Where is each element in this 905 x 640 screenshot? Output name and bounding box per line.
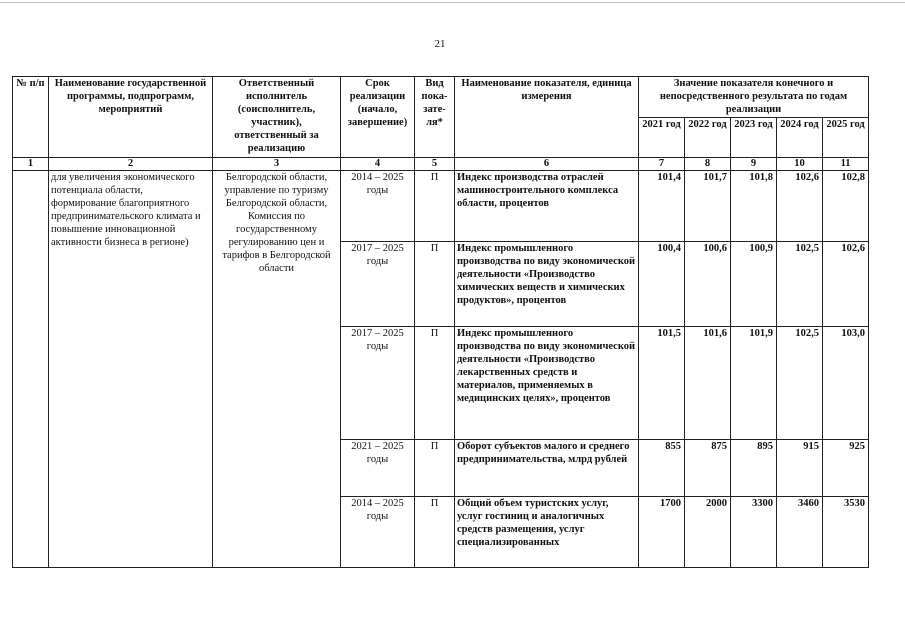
value-2021: 101,4 [639, 171, 685, 242]
type-cell: П [415, 242, 455, 327]
indicator-cell: Индекс производства отраслей машиностроительного комплекса области, процентов [455, 171, 639, 242]
term-cell: 2014 – 2025 годы [341, 171, 415, 242]
term-cell: 2017 – 2025 годы [341, 242, 415, 327]
column-numbers-row [13, 158, 869, 171]
value-2023: 100,9 [731, 242, 777, 327]
value-2025: 102,6 [823, 242, 869, 327]
col-number-8: 8 [685, 158, 731, 171]
executor-cell: Белгородской области, управление по туризму Белгородской области, Комиссия по государственному регулированию цен и тарифов в Белгородской области [213, 171, 341, 568]
type-cell: П [415, 497, 455, 568]
col-number-10: 10 [777, 158, 823, 171]
col-number-2: 2 [49, 158, 213, 171]
page-number: 21 [434, 38, 446, 50]
value-2022: 875 [685, 440, 731, 497]
page-top-edge [0, 2, 905, 3]
header-col-type: Вид пока-зате-ля* [415, 77, 455, 158]
col-number-1: 1 [13, 158, 49, 171]
col-number-5: 5 [415, 158, 455, 171]
value-2023: 101,8 [731, 171, 777, 242]
type-cell: П [415, 327, 455, 440]
type-cell: П [415, 440, 455, 497]
value-2024: 102,6 [777, 171, 823, 242]
header-year-2022: 2022 год [685, 118, 731, 158]
value-2025: 925 [823, 440, 869, 497]
value-2022: 101,7 [685, 171, 731, 242]
indicator-cell: Оборот субъектов малого и среднего предпринимательства, млрд рублей [455, 440, 639, 497]
value-2022: 101,6 [685, 327, 731, 440]
header-col-term: Срок реализации (начало, завершение) [341, 77, 415, 158]
value-2022: 2000 [685, 497, 731, 568]
header-year-2023: 2023 год [731, 118, 777, 158]
value-2021: 101,5 [639, 327, 685, 440]
indicators-table [12, 76, 869, 568]
value-2023: 3300 [731, 497, 777, 568]
col-number-4: 4 [341, 158, 415, 171]
type-cell: П [415, 171, 455, 242]
value-2021: 100,4 [639, 242, 685, 327]
indicator-cell: Индекс промышленного производства по виду экономической деятельности «Производство химических веществ и химических продуктов», процентов [455, 242, 639, 327]
indicator-cell: Индекс промышленного производства по виду экономической деятельности «Производство лекарственных средств и материалов, применяемых в медицинских целях», процентов [455, 327, 639, 440]
program-cell: для увеличения экономического потенциала области, формирование благоприятного предпринимательского климата и повышение инновационной активности бизнеса в регионе) [49, 171, 213, 568]
value-2024: 102,5 [777, 242, 823, 327]
header-year-2024: 2024 год [777, 118, 823, 158]
value-2021: 1700 [639, 497, 685, 568]
value-2025: 3530 [823, 497, 869, 568]
header-year-2021: 2021 год [639, 118, 685, 158]
value-2024: 3460 [777, 497, 823, 568]
table-row [13, 171, 869, 242]
col-number-11: 11 [823, 158, 869, 171]
col-number-7: 7 [639, 158, 685, 171]
term-cell: 2017 – 2025 годы [341, 327, 415, 440]
header-col-indicator: Наименование показателя, единица измерения [455, 77, 639, 158]
value-2023: 895 [731, 440, 777, 497]
value-2025: 102,8 [823, 171, 869, 242]
value-2025: 103,0 [823, 327, 869, 440]
header-year-2025: 2025 год [823, 118, 869, 158]
header-col-program: Наименование государственной программы, подпрограмм, мероприятий [49, 77, 213, 158]
header-values-group: Значение показателя конечного и непосредственного результата по годам реализации [639, 77, 869, 118]
value-2024: 915 [777, 440, 823, 497]
value-2024: 102,5 [777, 327, 823, 440]
value-2021: 855 [639, 440, 685, 497]
col-number-6: 6 [455, 158, 639, 171]
term-cell: 2014 – 2025 годы [341, 497, 415, 568]
indicator-cell: Общий объем туристских услуг, услуг гостиниц и аналогичных средств размещения, услуг специализированных [455, 497, 639, 568]
term-cell: 2021 – 2025 годы [341, 440, 415, 497]
header-col-executor: Ответственный исполнитель (соисполнитель, участник), ответственный за реализацию [213, 77, 341, 158]
header-col-number: № п/п [13, 77, 49, 158]
col-number-9: 9 [731, 158, 777, 171]
value-2023: 101,9 [731, 327, 777, 440]
header-row-1 [13, 77, 869, 118]
col-number-3: 3 [213, 158, 341, 171]
value-2022: 100,6 [685, 242, 731, 327]
row-number-cell [13, 171, 49, 568]
